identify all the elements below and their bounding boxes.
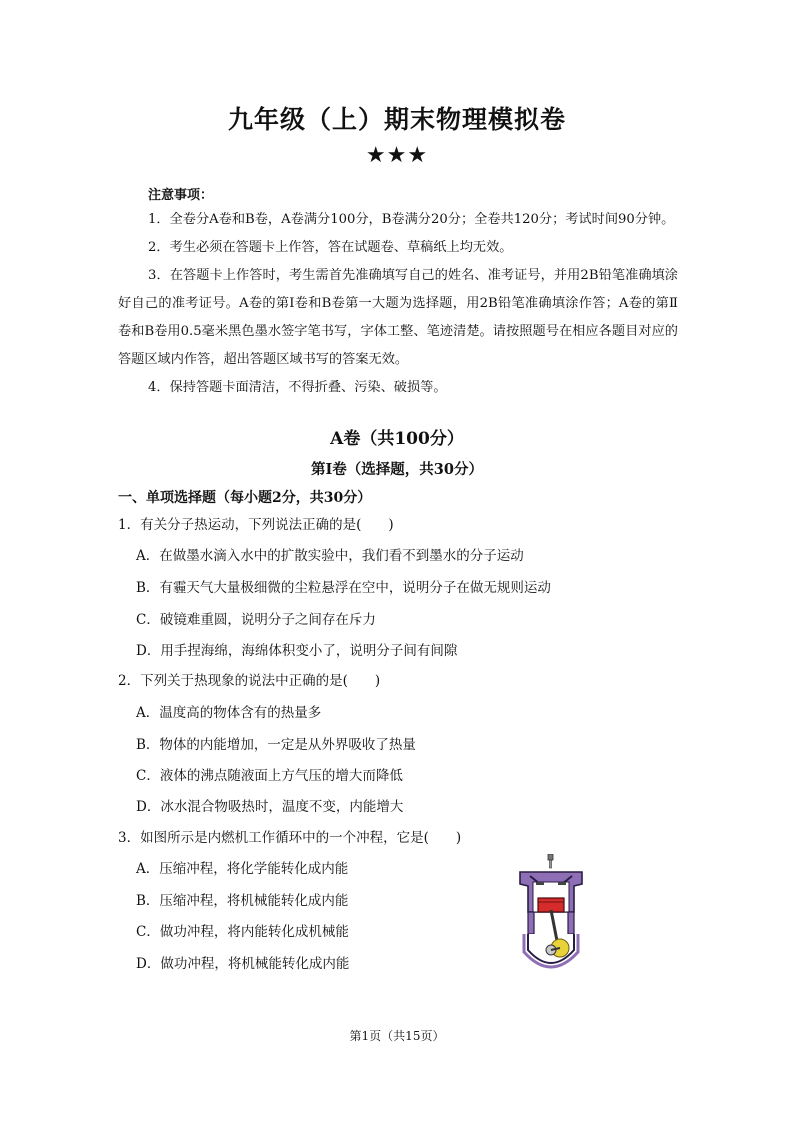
note-item-1: 1．全卷分A卷和B卷，A卷满分100分，B卷满分20分；全卷共120分；考试时间90分钟。: [148, 212, 675, 227]
question-3-option-a: A．压缩冲程，将化学能转化成内能: [136, 861, 349, 877]
note-item-2: 2．考生必须在答题卡上作答，答在试题卷、草稿纸上均无效。: [148, 240, 513, 255]
question-2-stem: 2．下列关于热现象的说法中正确的是( ): [118, 673, 381, 689]
question-1-option-a: A．在做墨水滴入水中的扩散实验中，我们看不到墨水的分子运动: [136, 548, 524, 564]
difficulty-stars: ★★★: [365, 143, 429, 168]
note-item-3: 3．在答题卡上作答时，考生需首先准确填写自己的姓名、准考证号，并用2B铅笔准确填涂好自己的准考证号。A卷的第Ⅰ卷和B卷第一大题为选择题，用2B铅笔准确填涂作答；A卷的第Ⅱ卷和B卷用0.5毫米黑色墨水签字笔书写，字体工整、笔迹清楚。请按照题号在相应各题目对应的答题区域内作答，超出答题区域书写的答案无效。: [118, 268, 678, 367]
part-one-heading: 一、单项选择题（每小题2分，共30分）: [118, 490, 372, 506]
question-3-option-d: D．做功冲程，将机械能转化成内能: [136, 956, 350, 972]
question-2-option-b: B．物体的内能增加，一定是从外界吸收了热量: [136, 737, 416, 753]
question-2-option-d: D．冰水混合物吸热时，温度不变，内能增大: [136, 799, 404, 815]
question-2-option-a: A．温度高的物体含有的热量多: [136, 705, 322, 721]
note-item-4: 4．保持答题卡面清洁，不得折叠、污染、破损等。: [148, 380, 447, 395]
question-1-stem: 1．有关分子热运动，下列说法正确的是( ): [118, 517, 394, 533]
exam-title: 九年级（上）期末物理模拟卷: [227, 105, 566, 134]
question-1-option-c: C．破镜难重圆，说明分子之间存在斥力: [136, 612, 376, 628]
notes-list: [118, 206, 678, 402]
question-1-option-d: D．用手捏海绵，海绵体积变小了，说明分子间有间隙: [136, 643, 458, 659]
question-1-option-b: B．有霾天气大量极细微的尘粒悬浮在空中，说明分子在做无规则运动: [136, 580, 551, 596]
notes-heading: 注意事项：: [148, 188, 214, 203]
question-3-option-c: C．做功冲程，将内能转化成机械能: [136, 924, 349, 940]
section-a-title: A卷（共100分）: [330, 429, 464, 449]
engine-stroke-diagram: [514, 854, 588, 974]
question-3-option-b: B．压缩冲程，将机械能转化成内能: [136, 893, 349, 909]
page-footer: 第1页（共15页）: [349, 1029, 445, 1043]
question-3-stem: 3．如图所示是内燃机工作循环中的一个冲程，它是( ): [118, 830, 462, 846]
question-2-option-c: C．液体的沸点随液面上方气压的增大而降低: [136, 768, 403, 784]
section-i-title: 第Ⅰ卷（选择题，共30分）: [311, 461, 483, 478]
